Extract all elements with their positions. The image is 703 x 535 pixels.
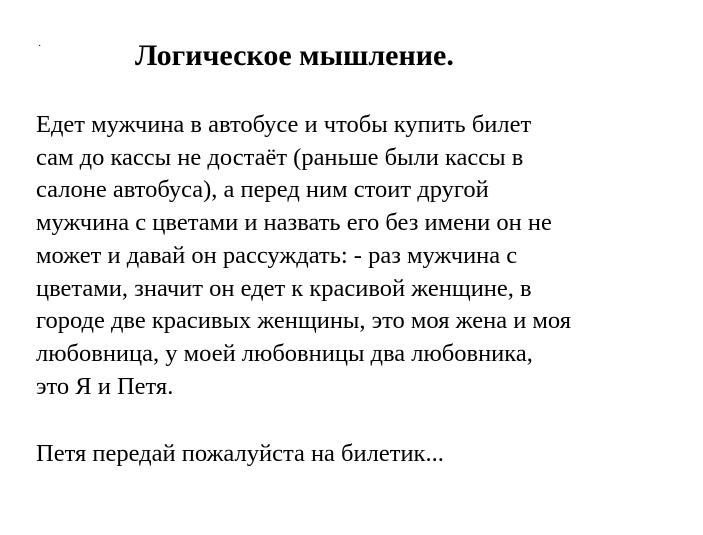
punchline-text: Петя передай пожалуйста на билетик... [36,440,444,467]
story-line: это Я и Петя. [36,372,174,400]
story-line: мужчина с цветами и назвать его без имени он не [36,209,552,237]
story-line: цветами, значит он едет к красивой женщине, в [36,274,532,302]
story-paragraph [36,109,696,403]
bullet-mark: · [38,41,42,52]
story-line: любовница, у моей любовницы два любовника, [36,339,533,367]
story-line: сам до кассы не достаёт (раньше были кассы в [36,143,524,171]
page-title: Логическое мышление. [135,39,454,72]
story-line: городе две красивых женщины, это моя жена и моя [36,307,571,335]
story-line: Едет мужчина в автобусе и чтобы купить билет [36,111,532,138]
story-line: салоне автобуса), а перед ним стоит другой [36,176,489,204]
story-line: может и давай он рассуждать: - раз мужчина с [36,241,518,269]
